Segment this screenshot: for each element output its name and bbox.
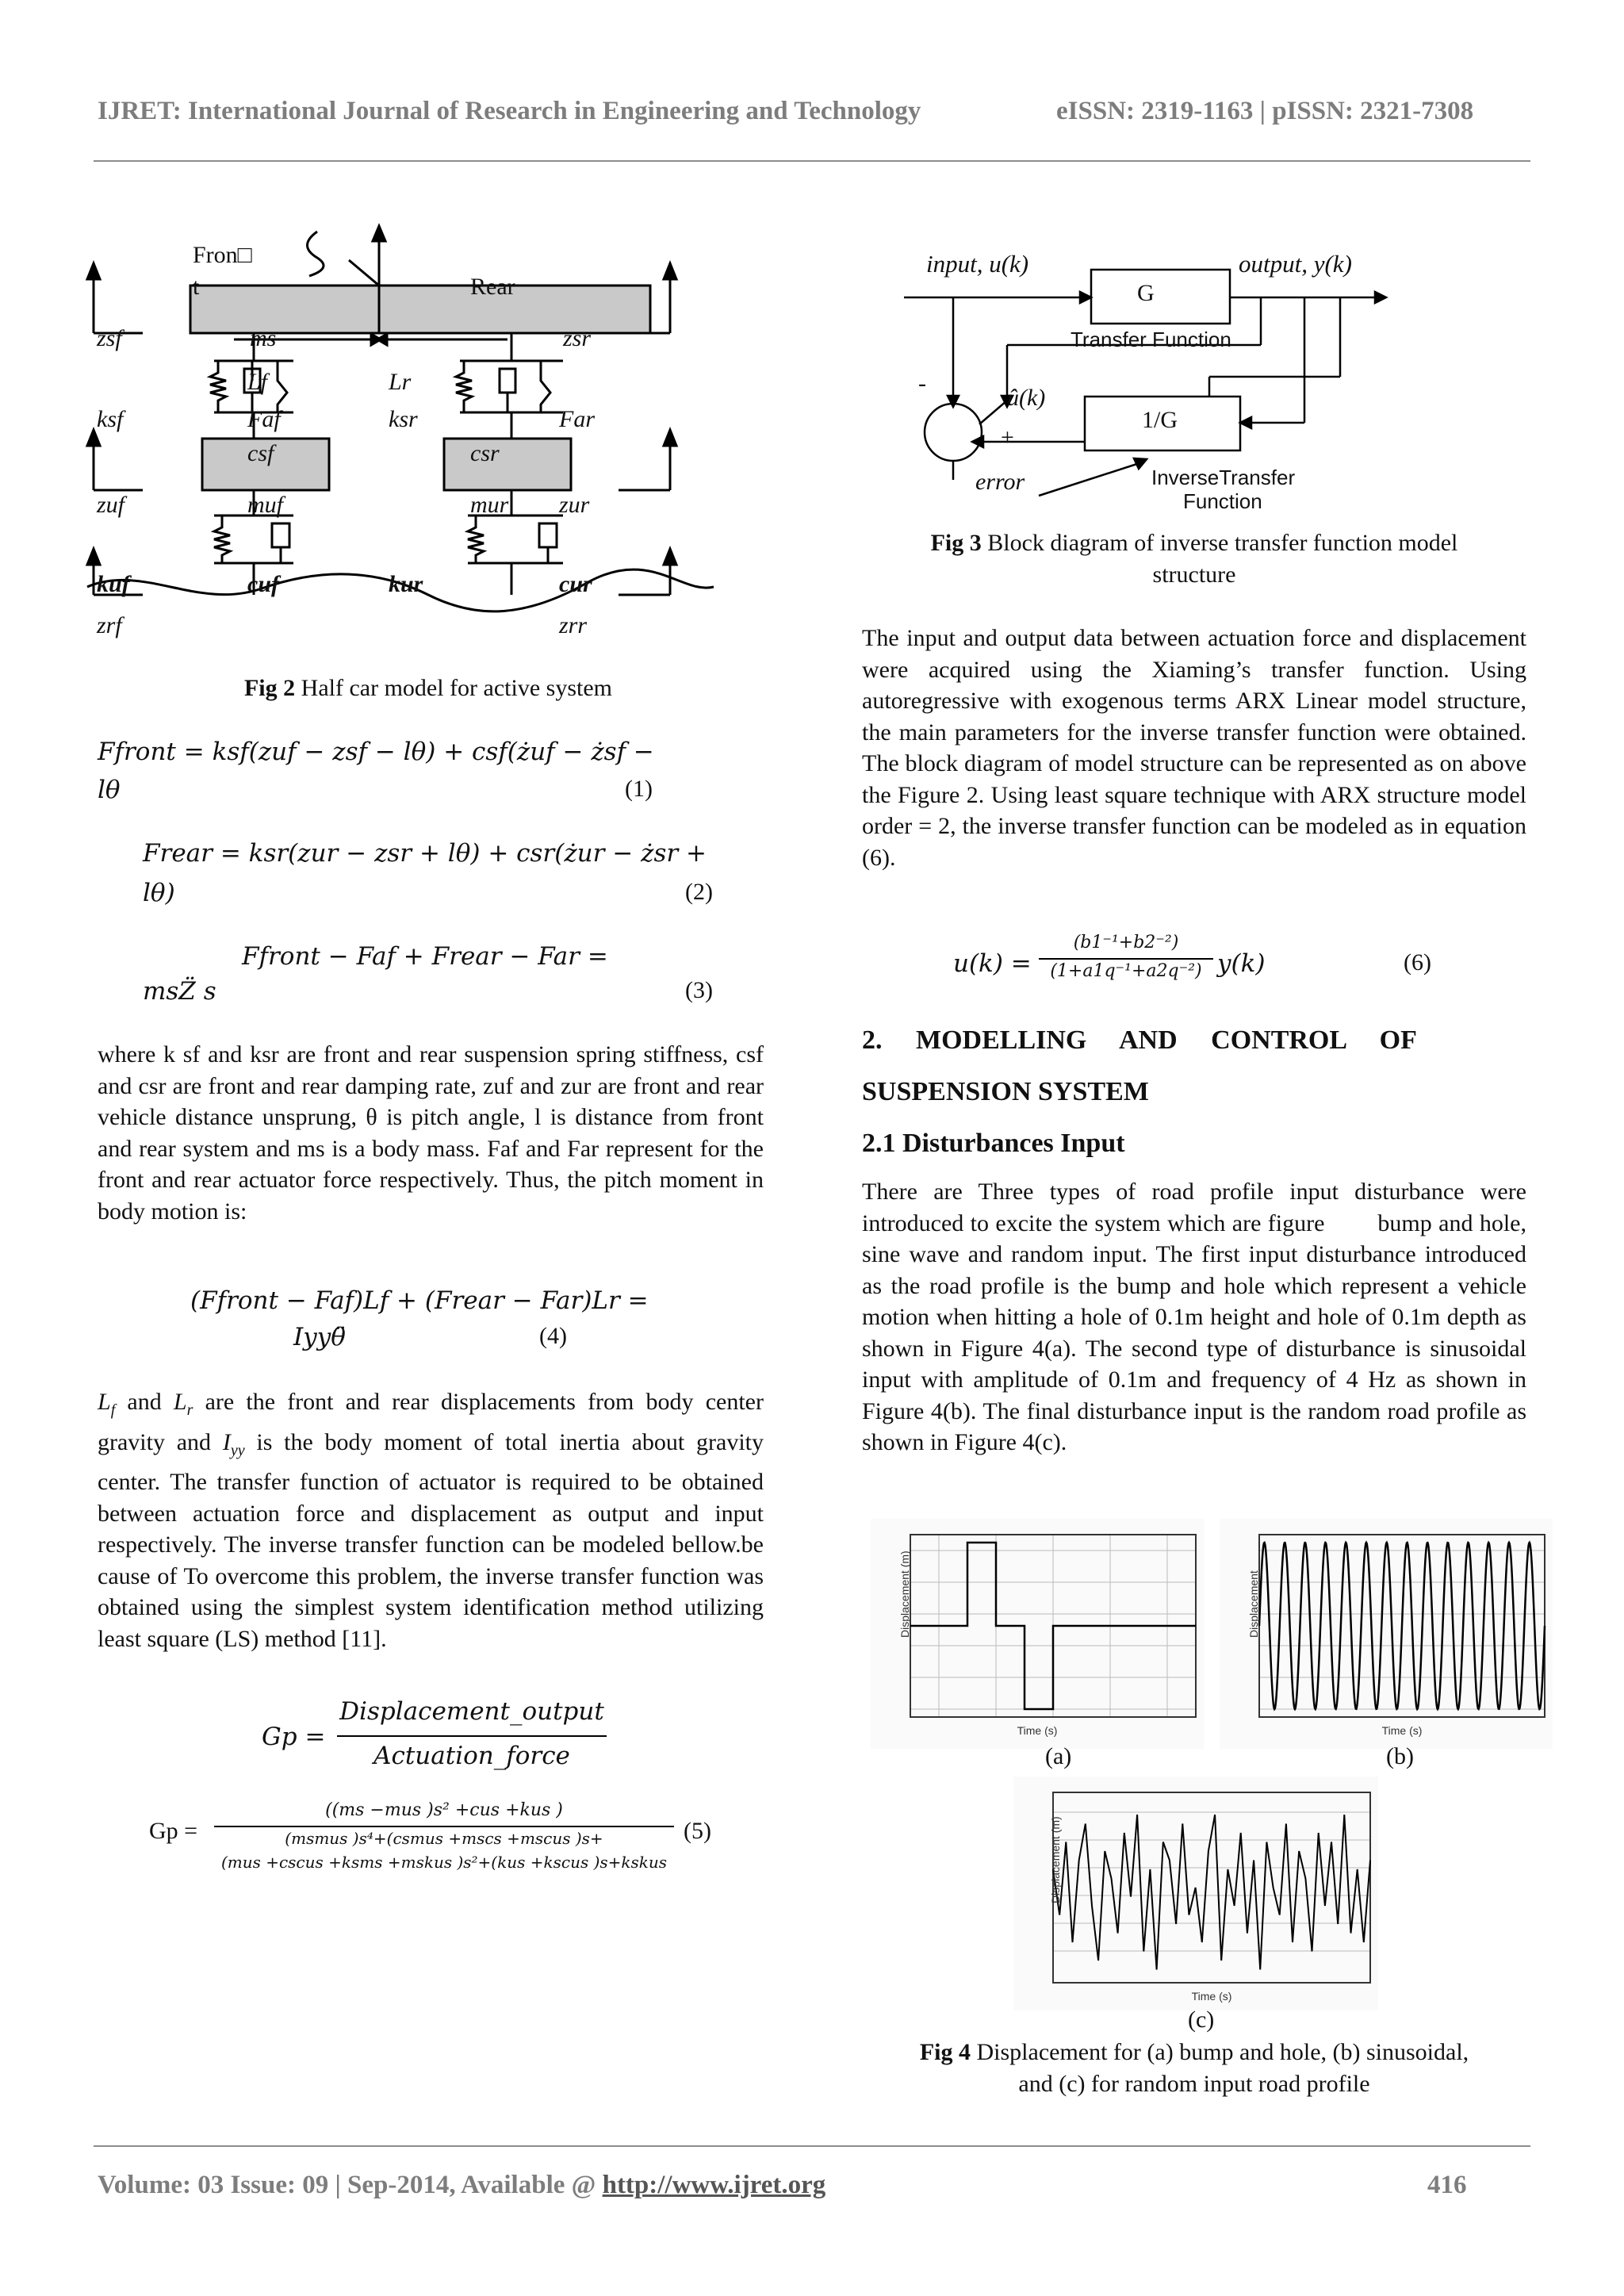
footer-volume <box>98 2171 825 2200</box>
label-cuf: cuf <box>247 571 279 597</box>
eq6-numerator: (b1⁻¹+b2⁻²) <box>1073 933 1179 953</box>
label-far: Far <box>559 406 595 432</box>
plot-c-ylabel: Displacement (m) <box>1049 1816 1062 1903</box>
half-car-drawing <box>79 222 777 650</box>
lr-subscript: r <box>186 1401 193 1419</box>
fig4-caption-text-1: Displacement for (a) bump and hole, (b) sinusoidal, <box>971 2039 1469 2065</box>
gp-fraction-bar <box>337 1735 607 1737</box>
footer-url-link[interactable]: http://www.ijret.org <box>602 2171 826 2199</box>
eq2-number: (2) <box>685 879 713 905</box>
fig3-minus-label: - <box>918 370 926 397</box>
para2-rest: is the body moment of total inertia about gravity center. The transfer function of actuator is required to be obtained between actuation force and displacement as output and input respectively. The inverse transfer function can be modeled bellow.be cause of To overcome this problem, the inverse transfer function was obtained using the simplest system identification method utilizing least square (LS) method [11]. <box>98 1428 764 1652</box>
label-rear: Rear <box>470 274 515 300</box>
gp-denominator: Actuation_force <box>373 1742 570 1770</box>
page-number: 416 <box>1427 2171 1467 2199</box>
fig3-inv-tf-1: InverseTransfer <box>1151 466 1296 489</box>
issn: eISSN: 2319-1163 | pISSN: 2321-7308 <box>1056 97 1474 125</box>
fig4-plot-a <box>871 1519 1204 1749</box>
eq4-number: (4) <box>539 1323 567 1349</box>
fig3-caption <box>861 527 1527 591</box>
fig2-caption-text: Half car model for active system <box>295 675 612 701</box>
label-cur: cur <box>559 571 592 597</box>
eq3-line2: msZ̈ s <box>143 977 216 1006</box>
plot-b-series <box>1259 1543 1545 1709</box>
fig3-inverse-label: 1/G <box>1142 407 1178 433</box>
label-muf: muf <box>247 492 283 518</box>
label-zrf: zrf <box>97 612 122 638</box>
label-lr: Lr <box>389 369 412 395</box>
fig3-plus-label: + <box>1001 424 1014 450</box>
fig4b-svg <box>1220 1519 1553 1749</box>
label-zsf: zsf <box>97 325 122 351</box>
fig3-inv-tf-2: Function <box>1183 489 1262 513</box>
label-faf: Faf <box>247 406 281 432</box>
gp-lhs: Gp = <box>262 1723 326 1751</box>
fig3-caption-text-2: structure <box>1152 562 1236 588</box>
eq6-lhs: u(k) = <box>953 949 1032 978</box>
lf-symbol: L <box>98 1389 111 1415</box>
label-lf: Lf <box>247 369 268 395</box>
label-zuf: zuf <box>97 492 125 518</box>
label-mur: mur <box>470 492 509 518</box>
plot-b-ylabel: Displacement <box>1247 1570 1260 1638</box>
fig2-caption <box>95 673 761 704</box>
eq5-number: (5) <box>684 1818 711 1844</box>
fig4c-svg <box>1013 1777 1378 2010</box>
fig3-caption-label: Fig 3 <box>930 530 982 556</box>
fig3-tf-label: Transfer Function <box>1071 328 1231 351</box>
label-zur: zur <box>559 492 590 518</box>
fig4-label-c: (c) <box>1188 2007 1215 2033</box>
plot-c-series <box>1053 1815 1370 1970</box>
footer-rule <box>94 2145 1530 2147</box>
label-kuf: kuf <box>97 571 130 597</box>
label-zsr: zsr <box>563 325 592 351</box>
label-csf: csf <box>247 440 274 466</box>
iyy-symbol: I <box>222 1428 231 1455</box>
fig3-output-label: output, y(k) <box>1239 250 1352 278</box>
label-csr: csr <box>470 440 500 466</box>
label-ksf: ksf <box>97 406 124 432</box>
eq1-number: (1) <box>625 776 653 802</box>
label-ms: ms <box>250 325 277 351</box>
fig3-error-label: error <box>975 469 1025 495</box>
plot-a-xlabel: Time (s) <box>1017 1724 1058 1737</box>
label-front-t: t <box>193 274 200 300</box>
fig4-caption-label: Fig 4 <box>919 2039 971 2065</box>
right-paragraph-1: The input and output data between actuation force and displacement were acquired using the Xiaming’s transfer function. Using autoregressive with exogenous terms ARX Linear model structure, the main parameters for the inverse transfer function were obtained. The block diagram of model structure can be represented as on above the Figure 2. Using least square technique with ARX structure model order = 2, the inverse transfer function can be modeled as in equation (6). <box>862 625 1526 871</box>
plot-c-xlabel: Time (s) <box>1191 1990 1232 2003</box>
left-paragraph-1: where k sf and ksr are front and rear suspension spring stiffness, csf and csr are front and rear damping rate, zuf and zur are front and rear vehicle distance unsprung, θ is pitch angle, l is distance from front and rear system and ms is a body mass. Faf and Far represent for the front and rear actuator force respectively. Thus, the pitch moment in body motion is: <box>98 1041 764 1225</box>
eq1-line2: lθ <box>98 776 121 804</box>
fig4-label-b: (b) <box>1386 1743 1414 1769</box>
eq1-line1: Ffront = ksf(zuf − zsf − lθ) + csf(żuf − żsf − <box>98 738 654 766</box>
section-heading-2-line2: SUSPENSION SYSTEM <box>862 1077 1149 1106</box>
eq6-rhs: y(k) <box>1217 949 1266 978</box>
lf-subscript: f <box>110 1401 116 1419</box>
label-ksr: ksr <box>389 406 418 432</box>
fig3-caption-text-1: Block diagram of inverse transfer function model <box>981 530 1458 556</box>
fig4-caption <box>861 2037 1527 2100</box>
plot-b-xlabel: Time (s) <box>1381 1724 1423 1737</box>
lr-symbol: L <box>173 1389 187 1415</box>
fig4-label-a: (a) <box>1045 1743 1072 1769</box>
eq5-fraction-bar <box>214 1826 674 1827</box>
eq6-fraction-bar <box>1039 958 1213 960</box>
label-zrr: zrr <box>559 612 588 638</box>
eq6-number: (6) <box>1404 949 1431 976</box>
fig4-plot-b <box>1220 1519 1553 1749</box>
eq6-denominator: (1+a1q⁻¹+a2q⁻²) <box>1050 961 1202 981</box>
plot-a-ylabel: Displacement (m) <box>898 1550 911 1638</box>
header-rule <box>94 160 1530 162</box>
journal-title: IJRET: International Journal of Research in Engineering and Technology <box>98 97 921 125</box>
eq2-line2: lθ) <box>143 879 175 907</box>
fig3-g-label: G <box>1137 280 1155 306</box>
eq3-line1: Ffront − Faf + Frear − Far = <box>242 942 608 971</box>
fig4-plot-c <box>1013 1777 1378 2010</box>
eq2-line1: Frear = ksr(zur − zsr + lθ) + csr(żur − żsr + <box>143 839 707 868</box>
label-front: Fron□ <box>193 242 252 268</box>
right-paragraph-2: There are Three types of road profile input disturbance were introduced to excite the system which are figure bump and hole, sine wave and random input. The first input disturbance introduced as the road profile is the bump and hole which represent a vehicle motion when hitting a hole of 0.1m height and hole of 0.1m depth as shown in Figure 4(a). The second type of disturbance is sinusoidal input with amplitude of 0.1m and frequency of 4 Hz as shown in Figure 4(b). The final disturbance input is the random road profile as shown in Figure 4(c). <box>862 1179 1533 1455</box>
footer-volume-text: Volume: 03 Issue: 09 | Sep-2014, Available @ <box>98 2171 603 2199</box>
iyy-subscript: yy <box>230 1441 245 1459</box>
eq5-numerator: ((ms −mus )s² +cus +kus ) <box>325 1800 563 1820</box>
fig3-input-label: input, u(k) <box>926 250 1029 278</box>
lf-and: and <box>115 1389 174 1415</box>
para2-mid: are the front and rear displacements from body center gravity and <box>98 1389 764 1455</box>
fig3-uhat-label: û(k) <box>1007 385 1046 411</box>
label-kur: kur <box>389 571 423 597</box>
fig2-caption-label: Fig 2 <box>243 675 296 701</box>
eq4-line1: (Ffront − Faf)Lf + (Frear − Far)Lr = <box>190 1286 649 1315</box>
section-heading-2-1: 2.1 Disturbances Input <box>862 1129 1125 1158</box>
gp-numerator: Displacement_output <box>339 1697 604 1726</box>
eq4-line2: Iyyθ̈ <box>293 1323 346 1351</box>
eq5-denominator-1: (msmus )s⁴+(csmus +mscs +mscus )s+ <box>285 1829 603 1848</box>
section-heading-2-line1: 2. MODELLING AND CONTROL OF <box>862 1025 1417 1055</box>
fig4a-svg <box>871 1519 1204 1749</box>
fig4-caption-text-2: and (c) for random input road profile <box>1018 2071 1370 2097</box>
eq3-number: (3) <box>685 977 713 1003</box>
fig3-diagram <box>896 242 1419 519</box>
eq5-lhs: Gp = <box>149 1818 198 1844</box>
fig2-diagram <box>79 222 777 650</box>
left-paragraph-2 <box>98 1386 764 1654</box>
eq5-denominator-2: (mus +cscus +ksms +mskus )s²+(kus +kscus )s+kskus <box>220 1853 668 1872</box>
